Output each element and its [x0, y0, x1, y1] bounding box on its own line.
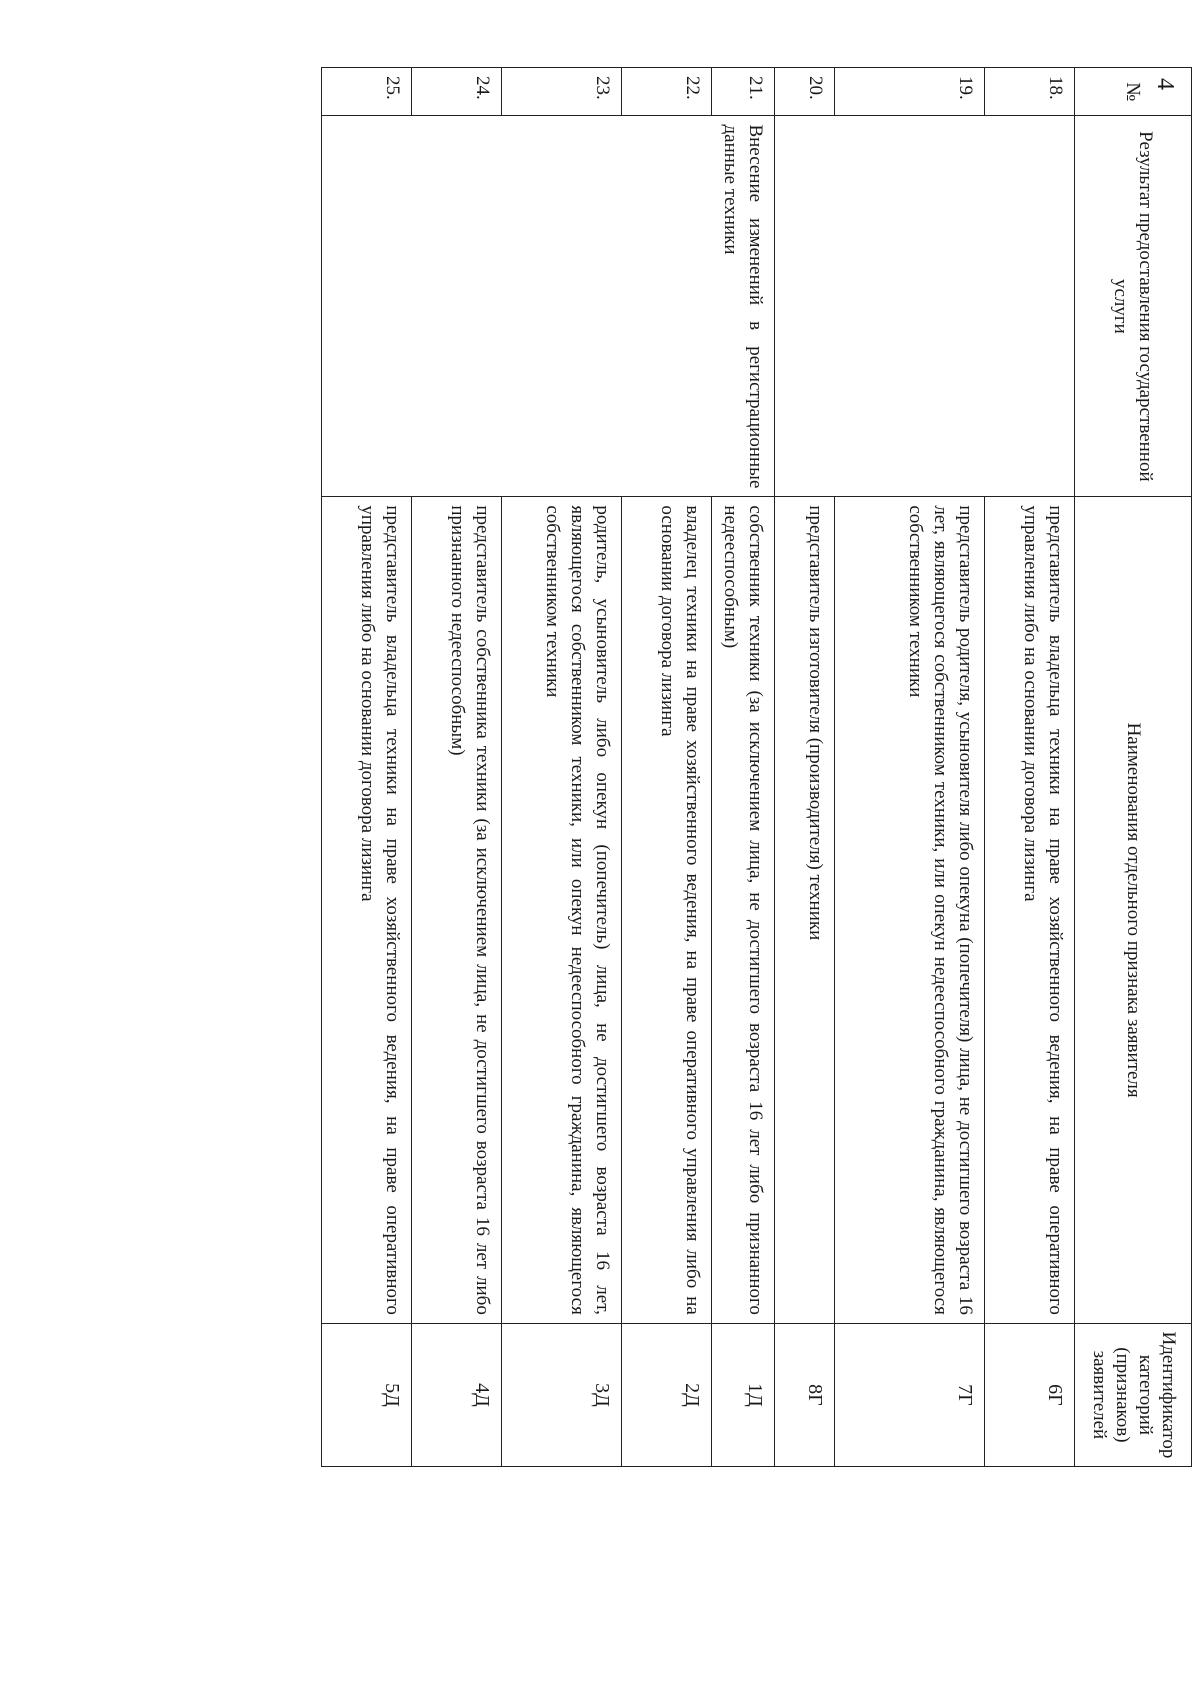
- row-number: 22.: [621, 68, 711, 116]
- row-name: родитель, усыновитель либо опекун (попечитель) лица, не достигшего возраста 16 лет, являющегося собственником техники, или опекун недееспособного гражданина, являющегося собственником техники: [501, 497, 621, 1323]
- row-identifier: 3Д: [501, 1323, 621, 1466]
- table-row: [985, 68, 1075, 1467]
- row-name: представитель владельца техники на праве хозяйственного ведения, на праве оперативного управления либо на основании договора лизинга: [321, 497, 411, 1323]
- row-number: 18.: [985, 68, 1075, 116]
- row-identifier: 4Д: [411, 1323, 501, 1466]
- row-name: собственник техники (за исключением лица, не достигшего возраста 16 лет либо признанного недееспособным): [711, 497, 774, 1323]
- rotated-page-content: [125, 67, 1192, 1467]
- row-number: 24.: [411, 68, 501, 116]
- header-identifier: Идентификатор категорий (признаков) заявителей: [1075, 1323, 1192, 1466]
- row-identifier: 1Д: [711, 1323, 774, 1466]
- row-identifier: 7Г: [835, 1323, 985, 1466]
- row-identifier: 2Д: [621, 1323, 711, 1466]
- header-name: Наименования отдельного признака заявителя: [1075, 497, 1192, 1323]
- header-number: №: [1075, 68, 1192, 116]
- row-name: представитель родителя, усыновителя либо опекуна (попечителя) лица, не достигшего возраста 16 лет, являющегося собственником техники, или опекун недееспособного гражданина, являющегося собственником техники: [835, 497, 985, 1323]
- table-wrapper: [125, 67, 1192, 1467]
- row-result: [775, 116, 1075, 497]
- row-name: владелец техники на праве хозяйственного ведения, на праве оперативного управления либо на основании договора лизинга: [621, 497, 711, 1323]
- row-name: представитель изготовителя (производителя) техники: [775, 497, 835, 1323]
- row-name: представитель владельца техники на праве хозяйственного ведения, на праве оперативного управления либо на основании договора лизинга: [985, 497, 1075, 1323]
- row-number: 19.: [835, 68, 985, 116]
- row-number: 21.: [711, 68, 774, 116]
- row-number: 25.: [321, 68, 411, 116]
- page-number: 4: [1152, 78, 1178, 90]
- header-result: Результат предоставления государственной услуги: [1075, 116, 1192, 497]
- row-identifier: 6Г: [985, 1323, 1075, 1466]
- table-header-row: [1075, 68, 1192, 1467]
- row-result: Внесение изменений в регистрационные данные техники: [321, 116, 774, 497]
- row-identifier: 8Г: [775, 1323, 835, 1466]
- applicant-categories-table: [321, 67, 1192, 1467]
- row-number: 23.: [501, 68, 621, 116]
- row-name: представитель собственника техники (за исключением лица, не достигшего возраста 16 лет либо признанного недееспособным): [411, 497, 501, 1323]
- row-number: 20.: [775, 68, 835, 116]
- table-row: [711, 68, 774, 1467]
- row-identifier: 5Д: [321, 1323, 411, 1466]
